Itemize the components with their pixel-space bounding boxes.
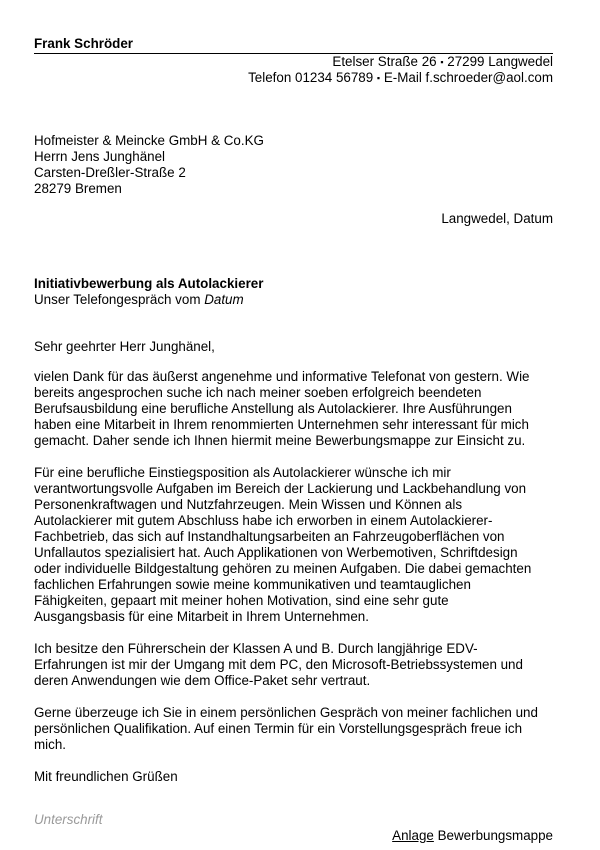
paragraph-line: deren Anwendungen wie dem Office-Paket sehr vertraut. [34,673,371,688]
paragraph-line: haben eine Mitarbeit in Ihrem renommierten Unternehmen sehr interessant für mich [34,417,529,432]
sender-phone: Telefon 01234 56789 [248,70,374,85]
paragraph-line: Für eine berufliche Einstiegsposition als Autolackierer wünsche ich mir [34,465,451,480]
enclosure-item: Bewerbungsmappe [437,828,553,843]
recipient-company: Hofmeister & Meincke GmbH & Co.KG [34,133,264,148]
paragraph-line: mich. [34,737,66,752]
paragraph-line: oder individuelle Bildgestaltung gehören zu meinen Aufgaben. Die dabei gemachten [34,561,532,576]
sender-name: Frank Schröder [34,36,553,54]
date-line: Langwedel, Datum [441,211,553,226]
sender-email: E-Mail f.schroeder@aol.com [383,70,553,85]
bullet-separator-icon: ▪ [440,57,444,67]
paragraph-line: vielen Dank für das äußerst angenehme und informative Telefonat von gestern. Wie [34,369,530,384]
paragraph-line: verantwortungsvolle Aufgaben im Bereich der Lackierung und Lackbehandlung von [34,481,527,496]
sender-city: 27299 Langwedel [447,54,553,69]
signature-placeholder: Unterschrift [34,812,103,827]
subject-reference-date: Datum [204,292,244,307]
subject-title: Initiativbewerbung als Autolackierer [34,276,264,291]
paragraph-line: Unfallautos spezialisiert hat. Auch Applikationen von Werbemotiven, Schriftdesign [34,545,518,560]
bullet-separator-icon: ▪ [376,73,381,83]
paragraph-line: Gerne überzeuge ich Sie in einem persönlichen Gespräch von meiner fachlichen und [34,705,538,720]
recipient-person: Herrn Jens Junghänel [34,149,166,164]
paragraph-line: Erfahrungen ist mir der Umgang mit dem PC, den Microsoft-Betriebssystemen und [34,657,523,672]
sender-street: Etelser Straße 26 [332,54,437,69]
sender-contact [248,54,553,86]
paragraph-line: gemacht. Daher sende ich Ihnen hiermit meine Bewerbungsmappe zur Einsicht zu. [34,433,526,448]
paragraph-interview [34,705,554,753]
recipient-city: 28279 Bremen [34,181,122,196]
salutation: Sehr geehrter Herr Junghänel, [34,339,215,354]
subject-reference-prefix: Unser Telefongespräch vom [34,292,205,307]
paragraph-line: Fähigkeiten, gepaart mit meiner hohen Motivation, sind eine sehr gute [34,593,449,608]
paragraph-line: fachlichen Erfahrungen sowie meine kommunikativen und teamtauglichen [34,577,471,592]
paragraph-line: Ausgangsbasis für eine Mitarbeit in Ihrem Unternehmen. [34,609,369,624]
enclosure [392,828,553,844]
paragraph-line: Berufsausbildung eine berufliche Anstellung als Autolackierer. Ihre Ausführungen [34,401,512,416]
paragraph-thanks [34,369,554,449]
paragraph-line: Fachbetrieb, das sich auf Instandhaltungsarbeiten an Fahrzeugoberflächen von [34,529,505,544]
paragraph-line: bereits angesprochen suche ich nach meiner soeben erfolgreich beendeten [34,385,482,400]
letter-body [34,339,554,785]
paragraph-line: persönlichen Qualifikation. Auf einen Termin für ein Vorstellungsgespräch freue ich [34,721,523,736]
enclosure-label: Anlage [392,828,434,843]
paragraph-line: Personenkraftwagen und Nutzfahrzeugen. Mein Wissen und Können als [34,497,463,512]
paragraph-skills [34,641,554,689]
recipient-street: Carsten-Dreßler-Straße 2 [34,165,186,180]
sender-address-line [248,54,553,70]
subject-block [34,276,263,308]
sender-contact-line [248,70,553,86]
paragraph-line: Autolackierer mit gutem Abschluss habe ich erworben in einem Autolackierer- [34,513,493,528]
paragraph-line: Ich besitze den Führerschein der Klassen A und B. Durch langjährige EDV- [34,641,478,656]
recipient-address [34,133,264,197]
subject-reference [34,292,263,308]
closing: Mit freundlichen Grüßen [34,769,178,784]
paragraph-experience [34,465,554,625]
